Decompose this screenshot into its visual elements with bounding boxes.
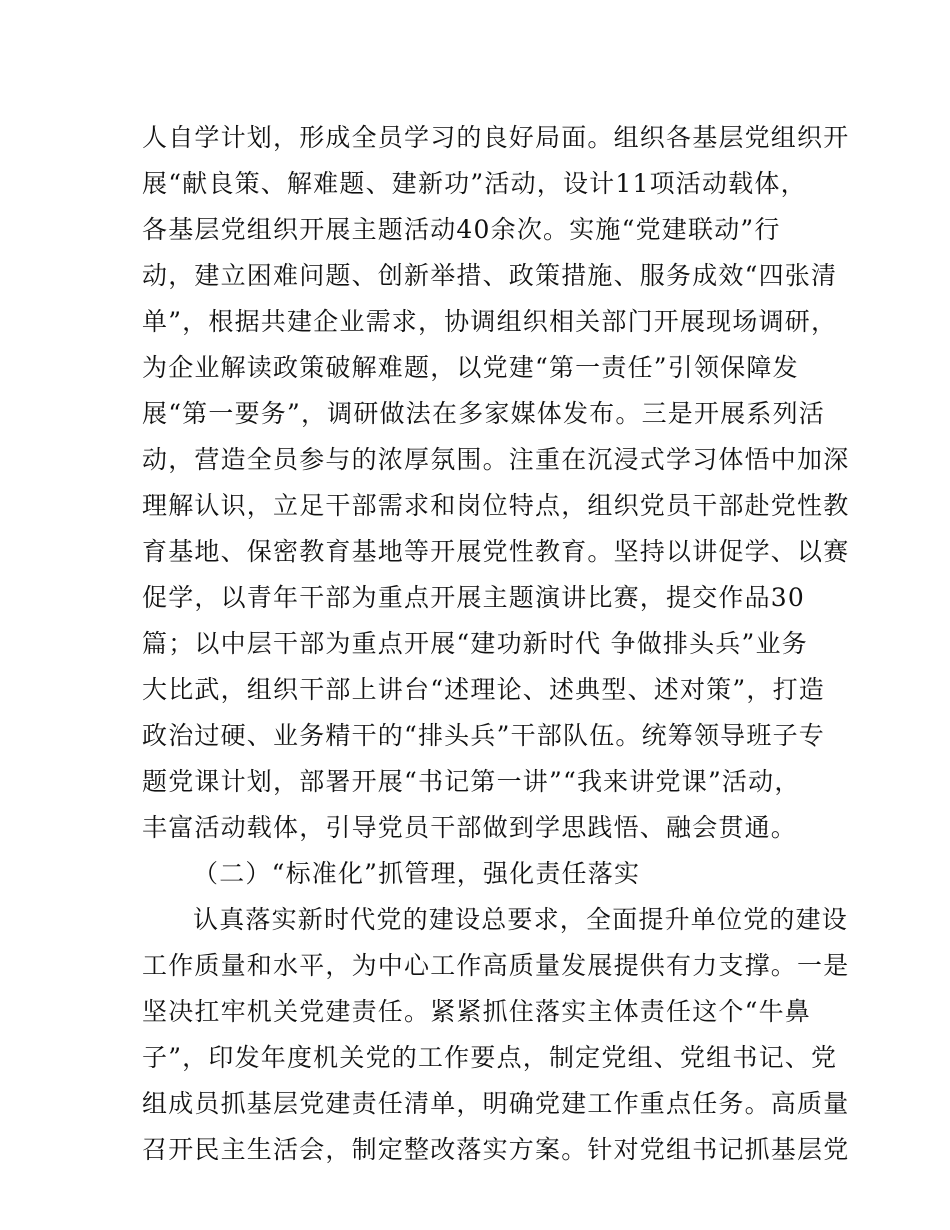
section-heading: （二）“标准化”抓管理，强化责任落实 xyxy=(193,859,641,888)
body-text-line: 工作质量和水平，为中心工作高质量发展提供有力支撑。一是 xyxy=(142,951,850,980)
body-text-line: 子”，印发年度机关党的工作要点，制定党组、党组书记、党 xyxy=(142,1043,838,1072)
body-text-line: 政治过硬、业务精干的“排头兵”干部队伍。统筹领导班子专 xyxy=(142,721,825,750)
body-text-line: 篇；以中层干部为重点开展“建功新时代 争做排头兵”业务 xyxy=(142,629,808,658)
body-text-line: 组成员抓基层党建责任清单，明确党建工作重点任务。高质量 xyxy=(142,1089,850,1118)
body-text-line: 单”，根据共建企业需求，协调组织相关部门开展现场调研， xyxy=(142,307,838,336)
body-text-line: 促学，以青年干部为重点开展主题演讲比赛，提交作品30 xyxy=(142,583,806,612)
body-text-line: 展“第一要务”，调研做法在多家媒体发布。三是开展系列活 xyxy=(142,399,825,428)
body-text-line: 动，营造全员参与的浓厚氛围。注重在沉浸式学习体悟中加深 xyxy=(142,445,850,474)
body-text-line: 育基地、保密教育基地等开展党性教育。坚持以讲促学、以赛 xyxy=(142,537,850,566)
body-text-line: 人自学计划，形成全员学习的良好局面。组织各基层党组织开 xyxy=(142,123,850,152)
body-text-line: 题党课计划，部署开展“书记第一讲”“我来讲党课”活动， xyxy=(142,767,801,796)
body-text-line: 丰富活动载体，引导党员干部做到学思践悟、融会贯通。 xyxy=(142,813,798,842)
body-text-line: 理解认识，立足干部需求和岗位特点，组织党员干部赴党性教 xyxy=(142,491,850,520)
body-text-line: 召开民主生活会，制定整改落实方案。针对党组书记抓基层党 xyxy=(142,1135,850,1164)
body-text-line: 动，建立困难问题、创新举措、政策措施、服务成效“四张清 xyxy=(142,261,838,290)
body-text-line: 认真落实新时代党的建设总要求，全面提升单位党的建设 xyxy=(193,905,849,934)
body-text-line: 坚决扛牢机关党建责任。紧紧抓住落实主体责任这个“牛鼻 xyxy=(142,997,811,1026)
body-text-line: 大比武，组织干部上讲台“述理论、述典型、述对策”，打造 xyxy=(142,675,825,704)
body-text-line: 为企业解读政策破解难题，以党建“第一责任”引领保障发 xyxy=(142,353,799,382)
body-text-line: 展“献良策、解难题、建新功”活动，设计11项活动载体， xyxy=(142,169,807,198)
body-text-line: 各基层党组织开展主题活动40余次。实施“党建联动”行 xyxy=(142,215,781,244)
